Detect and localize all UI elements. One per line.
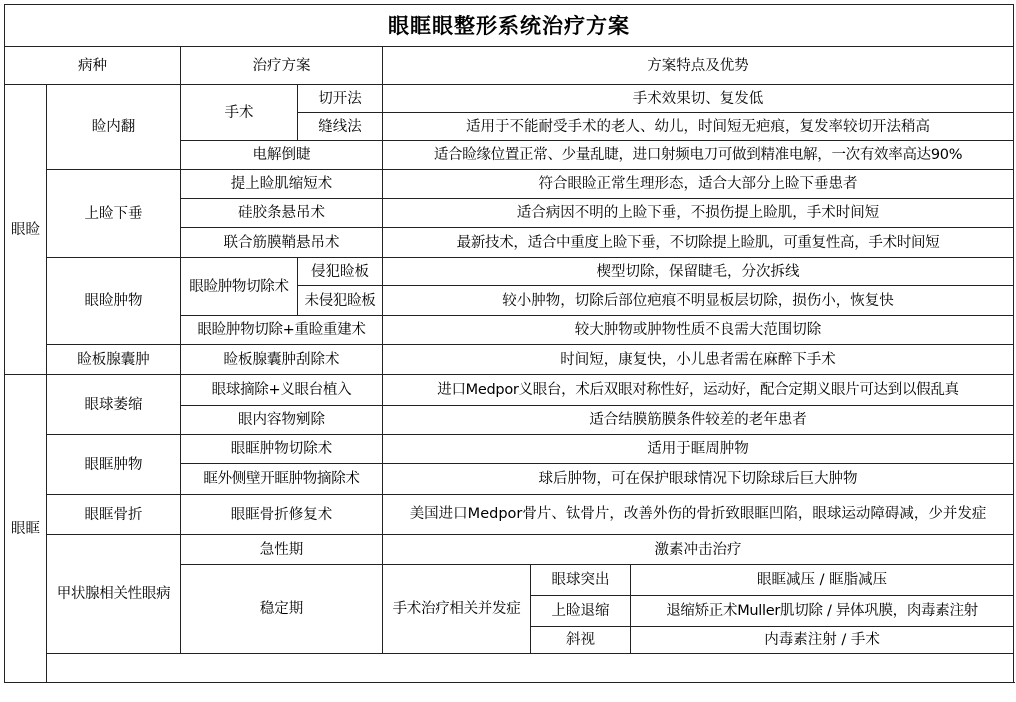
feature-electrolysis: 适合睑缘位置正常、少量乱睫，进口射频电刀可做到精准电解，一次有效率高达90% xyxy=(383,141,1014,170)
method-reconstruction: 眼睑肿物切除+重睑重建术 xyxy=(181,316,383,345)
method-fracture: 眼眶骨折修复术 xyxy=(181,495,383,535)
treatment-plan-table xyxy=(4,4,1014,683)
disease-thyroid: 甲状腺相关性眼病 xyxy=(47,535,181,654)
method-lateral-orbitotomy: 眶外侧壁开眶肿物摘除术 xyxy=(181,464,383,495)
stable-complication: 手术治疗相关并发症 xyxy=(383,565,531,654)
plan-eyelid-tumor-excision: 眼睑肿物切除术 xyxy=(181,258,298,316)
feature-orbital-excision: 适用于眶周肿物 xyxy=(383,435,1014,464)
method-chalazion: 睑板腺囊肿刮除术 xyxy=(181,345,383,375)
feature-retraction: 退缩矫正术Muller肌切除 / 异体巩膜，肉毒素注射 xyxy=(631,596,1014,627)
item-retraction: 上睑退缩 xyxy=(531,596,631,627)
method-noninvasive: 未侵犯睑板 xyxy=(298,286,383,316)
disease-orbital-tumor: 眼眶肿物 xyxy=(47,435,181,495)
disease-fracture: 眼眶骨折 xyxy=(47,495,181,535)
method-enucleation: 眼球摘除+义眼台植入 xyxy=(181,375,383,406)
disease-atrophy: 眼球萎缩 xyxy=(47,375,181,435)
feature-incision: 手术效果切、复发低 xyxy=(383,85,1014,113)
feature-fascia: 最新技术，适合中重度上睑下垂，不切除提上睑肌，可重复性高，手术时间短 xyxy=(383,228,1014,258)
method-fascia: 联合筋膜鞘悬吊术 xyxy=(181,228,383,258)
feature-silicone: 适合病因不明的上睑下垂，不损伤提上睑肌，手术时间短 xyxy=(383,199,1014,228)
feature-reconstruction: 较大肿物或肿物性质不良需大范围切除 xyxy=(383,316,1014,345)
method-incision: 切开法 xyxy=(298,85,383,113)
feature-enucleation: 进口Medpor义眼台，术后双眼对称性好，运动好，配合定期义眼片可达到以假乱真 xyxy=(383,375,1014,406)
feature-proptosis: 眼眶减压 / 眶脂减压 xyxy=(631,565,1014,596)
feature-suture: 适用于不能耐受手术的老人、幼儿，时间短无疤痕，复发率较切开法稍高 xyxy=(383,113,1014,141)
feature-fracture: 美国进口Medpor骨片、钛骨片，改善外伤的骨折致眼眶凹陷，眼球运动障碍减，少并发症 xyxy=(383,495,1014,535)
feature-levator: 符合眼睑正常生理形态，适合大部分上睑下垂患者 xyxy=(383,170,1014,199)
header-plan: 治疗方案 xyxy=(181,47,383,85)
method-suture: 缝线法 xyxy=(298,113,383,141)
disease-ptosis: 上睑下垂 xyxy=(47,170,181,258)
item-proptosis: 眼球突出 xyxy=(531,565,631,596)
disease-chalazion: 睑板腺囊肿 xyxy=(47,345,181,375)
table-title: 眼眶眼整形系统治疗方案 xyxy=(5,5,1014,47)
feature-lateral-orbitotomy: 球后肿物，可在保护眼球情况下切除球后巨大肿物 xyxy=(383,464,1014,495)
feature-evisceration: 适合结膜筋膜条件较差的老年患者 xyxy=(383,406,1014,435)
feature-strabismus: 内毒素注射 / 手术 xyxy=(631,627,1014,654)
feature-invasive: 楔型切除，保留睫毛，分次拆线 xyxy=(383,258,1014,286)
phase-stable: 稳定期 xyxy=(181,565,383,654)
feature-chalazion: 时间短，康复快，小儿患者需在麻醉下手术 xyxy=(383,345,1014,375)
method-orbital-excision: 眼眶肿物切除术 xyxy=(181,435,383,464)
header-features: 方案特点及优势 xyxy=(383,47,1014,85)
section-eyelid: 眼睑 xyxy=(5,85,47,375)
method-evisceration: 眼内容物剜除 xyxy=(181,406,383,435)
item-strabismus: 斜视 xyxy=(531,627,631,654)
plan-surgery: 手术 xyxy=(181,85,298,141)
disease-entropion: 睑内翻 xyxy=(47,85,181,170)
method-electrolysis: 电解倒睫 xyxy=(181,141,383,170)
method-invasive: 侵犯睑板 xyxy=(298,258,383,286)
method-silicone: 硅胶条悬吊术 xyxy=(181,199,383,228)
feature-acute: 激素冲击治疗 xyxy=(383,535,1014,565)
disease-eyelid-tumor: 眼睑肿物 xyxy=(47,258,181,345)
phase-acute: 急性期 xyxy=(181,535,383,565)
method-levator: 提上睑肌缩短术 xyxy=(181,170,383,199)
blank-row xyxy=(47,654,1014,683)
section-orbit: 眼眶 xyxy=(5,375,47,683)
feature-noninvasive: 较小肿物，切除后部位疤痕不明显板层切除，损伤小，恢复快 xyxy=(383,286,1014,316)
header-disease: 病种 xyxy=(5,47,181,85)
